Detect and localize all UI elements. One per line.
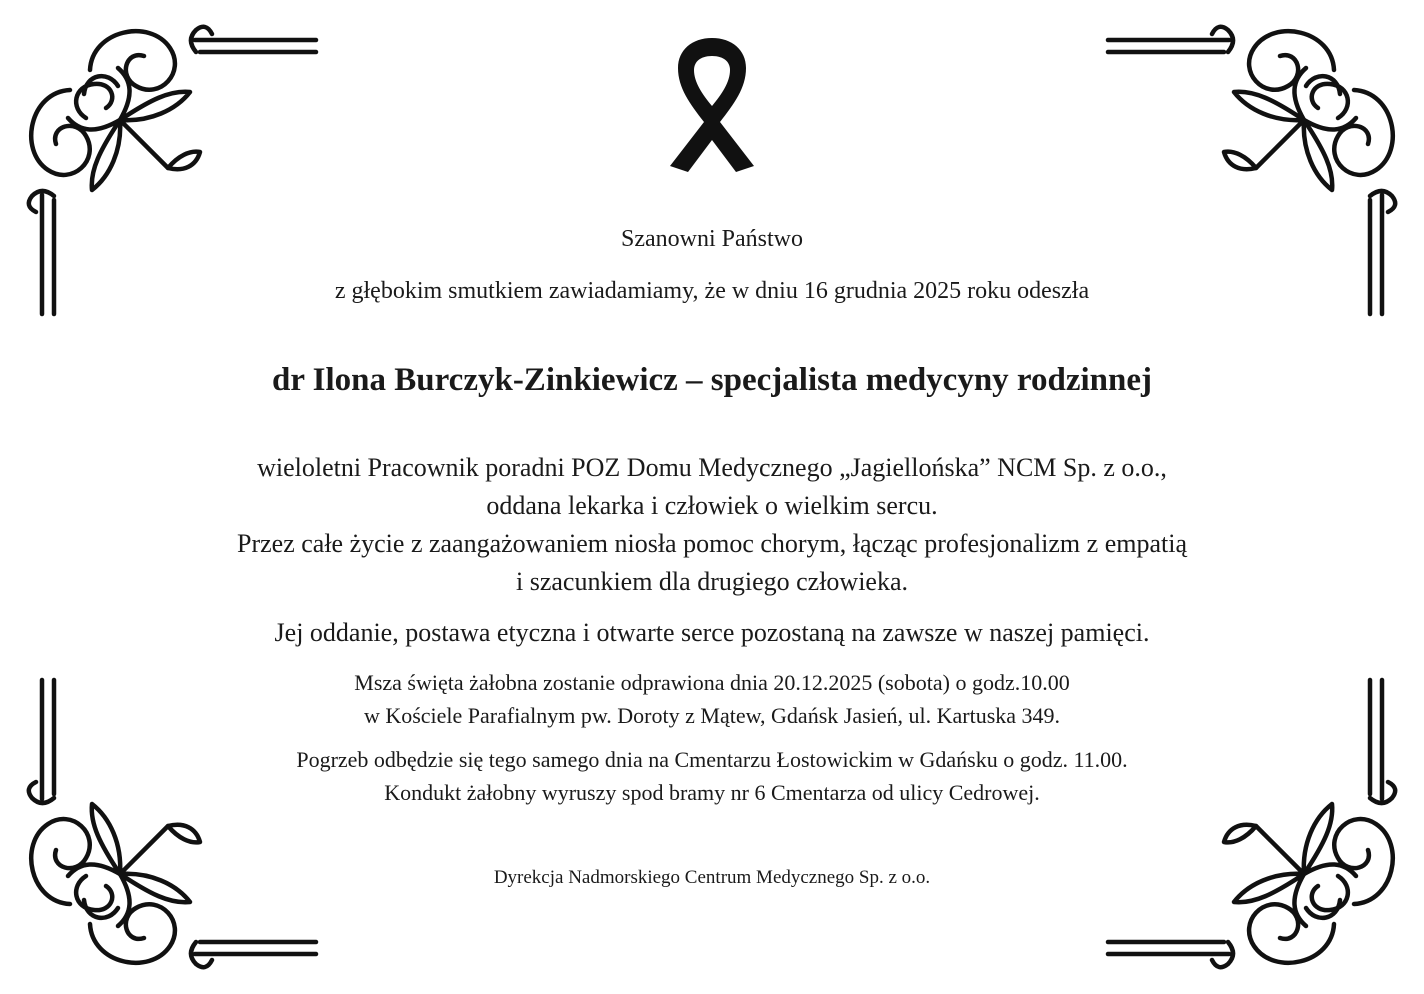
mourning-ribbon-icon <box>664 36 760 178</box>
deceased-name-title: dr Ilona Burczyk-Zinkiewicz – specjalista medycyny rodzinnej <box>271 362 1152 398</box>
ornamental-flourish-icon <box>1104 0 1424 320</box>
greeting: Szanowni Państwo <box>621 226 803 252</box>
corner-ornament-top-left <box>0 0 320 320</box>
signature: Dyrekcja Nadmorskiego Centrum Medycznego Sp. z o.o. <box>493 867 931 888</box>
funeral-info-line: Kondukt żałobny wyruszy spod bramy nr 6 Cmentarza od ulicy Cedrowej. <box>384 780 1040 805</box>
mass-info-line: w Kościele Parafialnym pw. Doroty z Mątew, Gdańsk Jasień, ul. Kartuska 349. <box>363 703 1061 728</box>
tribute-line: i szacunkiem dla drugiego człowieka. <box>515 567 909 596</box>
funeral-info-line: Pogrzeb odbędzie się tego samego dnia na Cmentarzu Łostowickim w Gdańsku o godz. 11.00. <box>296 747 1128 772</box>
mass-info-line: Msza święta żałobna zostanie odprawiona dnia 20.12.2025 (sobota) o godz.10.00 <box>354 670 1070 695</box>
corner-ornament-top-right <box>1104 0 1424 320</box>
memory-statement: Jej oddanie, postawa etyczna i otwarte serce pozostaną na zawsze w naszej pamięci. <box>274 618 1150 647</box>
tribute-line: oddana lekarka i człowiek o wielkim sercu. <box>486 491 938 520</box>
tribute-line: wieloletni Pracownik poradni POZ Domu Medycznego „Jagiellońska” NCM Sp. z o.o., <box>257 453 1167 482</box>
ornamental-flourish-icon <box>0 0 320 320</box>
tribute-line: Przez całe życie z zaangażowaniem niosła pomoc chorym, łącząc profesjonalizm z empatią <box>237 529 1187 558</box>
mourning-ribbon <box>664 36 760 178</box>
announcement-intro: z głębokim smutkiem zawiadamiamy, że w dniu 16 grudnia 2025 roku odeszła <box>334 278 1090 304</box>
